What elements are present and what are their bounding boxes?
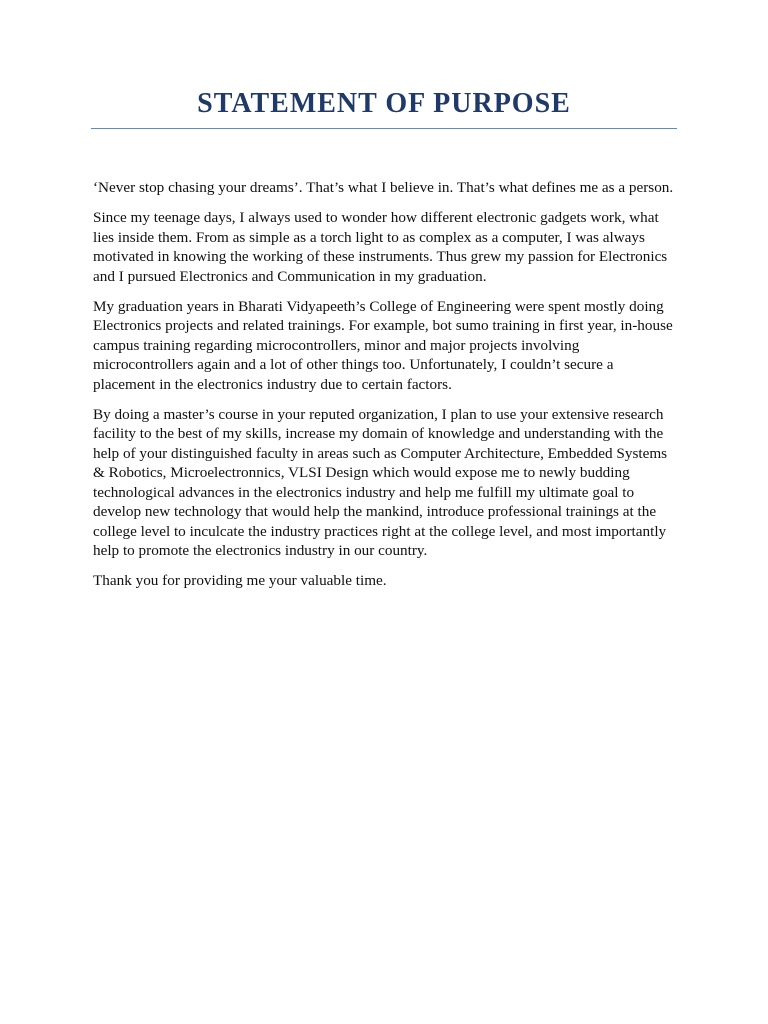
document-title: STATEMENT OF PURPOSE [197, 88, 571, 119]
paragraph-graduation: My graduation years in Bharati Vidyapeeth’s College of Engineering were spent mostly doing Electronics projects and related trainings. For example, bot sumo training in first year, in-house campus training regarding microcontrollers, minor and major projects involving microcontrollers again and a lot of other things too. Unfortunately, I couldn’t secure a placement in the electronics industry due to certain factors. [93, 298, 673, 393]
paragraph-closing: Thank you for providing me your valuable time. [93, 572, 387, 590]
paragraph-passion: Since my teenage days, I always used to wonder how different electronic gadgets work, what lies inside them. From as simple as a torch light to as complex as a computer, I was always motivated in knowing the working of these instruments. Thus grew my passion for Electronics and I pursued Electronics and Communication in my graduation. [93, 209, 668, 285]
paragraph-intro: ‘Never stop chasing your dreams’. That’s what I believe in. That’s what defines me as a person. [93, 179, 674, 196]
document-body [93, 178, 678, 602]
title-divider [91, 128, 677, 129]
paragraph-goals: By doing a master’s course in your reputed organization, I plan to use your extensive research facility to the best of my skills, increase my domain of knowledge and understanding with the help of your distinguished faculty in areas such as Computer Architecture, Embedded Systems & Robotics, Microelectronnics, VLSI Design which would expose me to newly budding technological advances in the electronics industry and help me fulfill my ultimate goal to develop new technology that would help the mankind, introduce professional trainings at the college level to inculcate the industry practices right at the college level, and most importantly help to promote the electronics industry in our country. [93, 406, 668, 559]
